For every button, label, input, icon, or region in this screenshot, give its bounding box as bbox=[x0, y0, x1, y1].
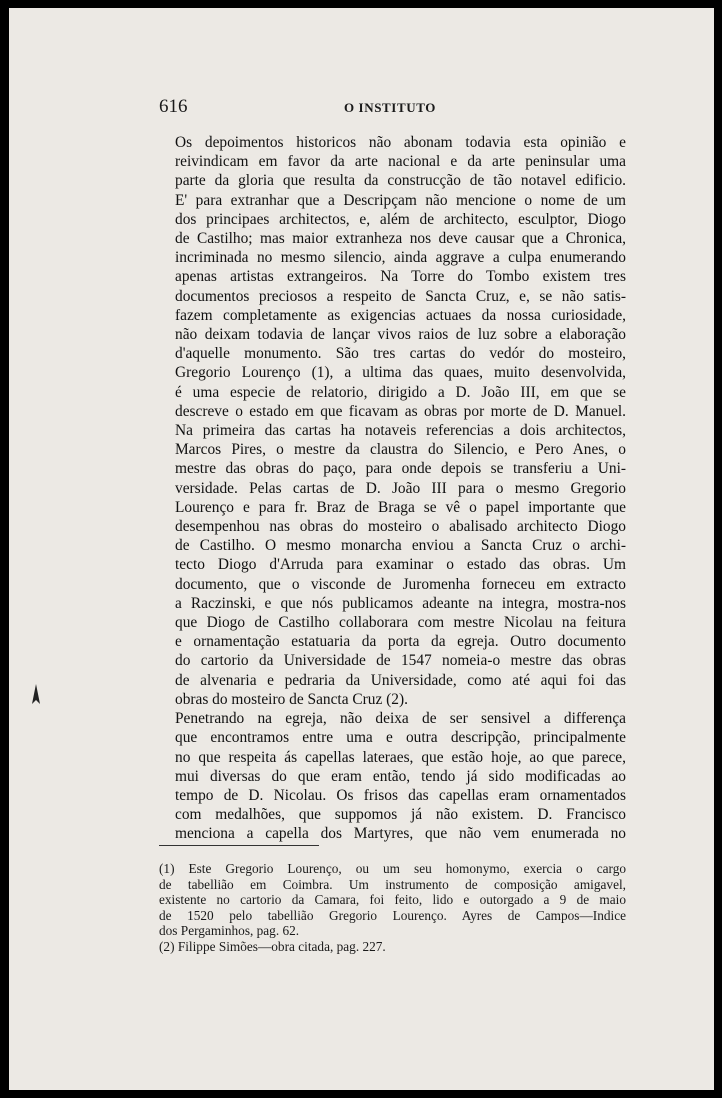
text-line: Marcos Pires, o mestre da claustra do Silencio, e Pero Anes, o bbox=[175, 441, 626, 459]
page-number: 616 bbox=[159, 96, 188, 117]
text-line: é uma especie de relatorio, dirigido a D. João III, em que se bbox=[175, 383, 626, 401]
page-header bbox=[9, 96, 714, 120]
text-line: tempo de D. Nicolau. Os frisos das capellas eram ornamentados bbox=[175, 786, 626, 804]
text-line: do cartorio da Universidade de 1547 nomeia-o mestre das obras bbox=[175, 652, 626, 670]
paragraph-1 bbox=[159, 133, 626, 709]
text-line: documento, que o visconde de Juromenha forneceu em extracto bbox=[175, 575, 626, 593]
footnote-line: existente no cartorio da Camara, foi feito, lido e outorgado a 9 de maio bbox=[159, 892, 626, 908]
text-line: que Diogo de Castilho collaborara com mestre Nicolau na feitura bbox=[175, 614, 626, 632]
text-line: incriminada no mesmo silencio, ainda aggrave a culpa enumerando bbox=[175, 249, 626, 267]
document-page bbox=[9, 8, 714, 1090]
text-line: mestre das obras do paço, para onde depois se transferiu a Uni- bbox=[175, 460, 626, 478]
text-line: E' para extranhar que a Descripçam não mencione o nome de um bbox=[175, 191, 626, 209]
text-line: tecto Diogo d'Arruda para examinar o estado das obras. Um bbox=[175, 556, 626, 574]
text-line: reivindicam em favor da arte nacional e da arte peninsular uma bbox=[175, 153, 626, 171]
text-line: de alvenaria e pedraria da Universidade, como até aqui foi das bbox=[175, 671, 626, 689]
text-line: não deixam todavia de lançar vivos raios de luz sobre a elaboração bbox=[175, 326, 626, 344]
text-line: Os depoimentos historicos não abonam todavia esta opinião e bbox=[175, 134, 626, 151]
text-line: versidade. Pelas cartas de D. João III para o mesmo Gregorio bbox=[175, 479, 626, 497]
text-line: obras do mosteiro de Sancta Cruz (2). bbox=[175, 690, 408, 708]
footnote-line: dos Pergaminhos, pag. 62. bbox=[159, 923, 300, 939]
text-line: Penetrando na egreja, não deixa de ser sensivel a differença bbox=[175, 710, 626, 728]
text-line: Lourenço e para fr. Braz de Braga se vê o papel importante que bbox=[175, 498, 626, 516]
footnote-divider bbox=[159, 845, 319, 846]
footnote-line: (1) Este Gregorio Lourenço, ou um seu homonymo, exercia o cargo bbox=[159, 861, 626, 876]
text-line: Gregorio Lourenço (1), a ultima das quaes, muito desenvolvida, bbox=[175, 364, 626, 382]
paragraph-2 bbox=[159, 709, 626, 843]
text-line: documentos preciosos a respeito de Sancta Cruz, e, se não satis- bbox=[175, 287, 626, 305]
text-line: d'aquelle monumento. São tres cartas do vedór do mosteiro, bbox=[175, 345, 626, 363]
body-text bbox=[159, 133, 626, 844]
text-line: mui diversas do que eram então, tendo já sido modificadas ao bbox=[175, 767, 626, 785]
text-line: no que respeita ás capellas lateraes, que estão hoje, ao que parece, bbox=[175, 748, 626, 766]
text-line: Na primeira das cartas ha notaveis referencias a dois architectos, bbox=[175, 422, 626, 440]
running-title: O INSTITUTO bbox=[344, 100, 436, 115]
footnote-line: de 1520 pelo tabellião Gregorio Lourenço. Ayres de Campos—Indice bbox=[159, 907, 626, 923]
footnote-line: de tabellião em Coimbra. Um instrumento de composição amigavel, bbox=[159, 876, 626, 892]
text-line: a Raczinski, e que nós publicamos adeante na integra, mostra-nos bbox=[175, 594, 626, 612]
text-line: fazem completamente as exigencias actuaes da nossa curiosidade, bbox=[175, 306, 626, 324]
text-line: de Castilho; mas maior extranheza nos deve causar que a Chronica, bbox=[175, 230, 626, 248]
text-line: que encontramos entre uma e outra descripção, principalmente bbox=[175, 729, 626, 747]
text-line: de Castilho. O mesmo monarcha enviou a Sancta Cruz o archi- bbox=[175, 537, 626, 555]
text-line: e ornamentação estatuaria da porta da egreja. Outro documento bbox=[175, 633, 626, 651]
text-line: menciona a capella dos Martyres, que não vem enumerada no bbox=[175, 825, 626, 843]
text-line: descreve o estado em que ficavam as obras por morte de D. Manuel. bbox=[175, 402, 626, 420]
footnotes bbox=[159, 861, 626, 955]
text-line: com medalhões, que suppomos já não existem. D. Francisco bbox=[175, 806, 626, 824]
text-line: dos principaes architectos, e, além de architecto, esculptor, Diogo bbox=[175, 210, 626, 228]
footnote-line: (2) Filippe Simões—obra citada, pag. 227. bbox=[159, 938, 386, 954]
text-line: apenas artistas extrangeiros. Na Torre do Tombo existem tres bbox=[175, 268, 626, 286]
margin-arrow-mark bbox=[31, 684, 41, 706]
text-line: desempenhou nas obras do mosteiro o abalisado architecto Diogo bbox=[175, 518, 626, 536]
text-line: parte da gloria que resulta da construcção de tão notavel edificio. bbox=[175, 172, 626, 190]
